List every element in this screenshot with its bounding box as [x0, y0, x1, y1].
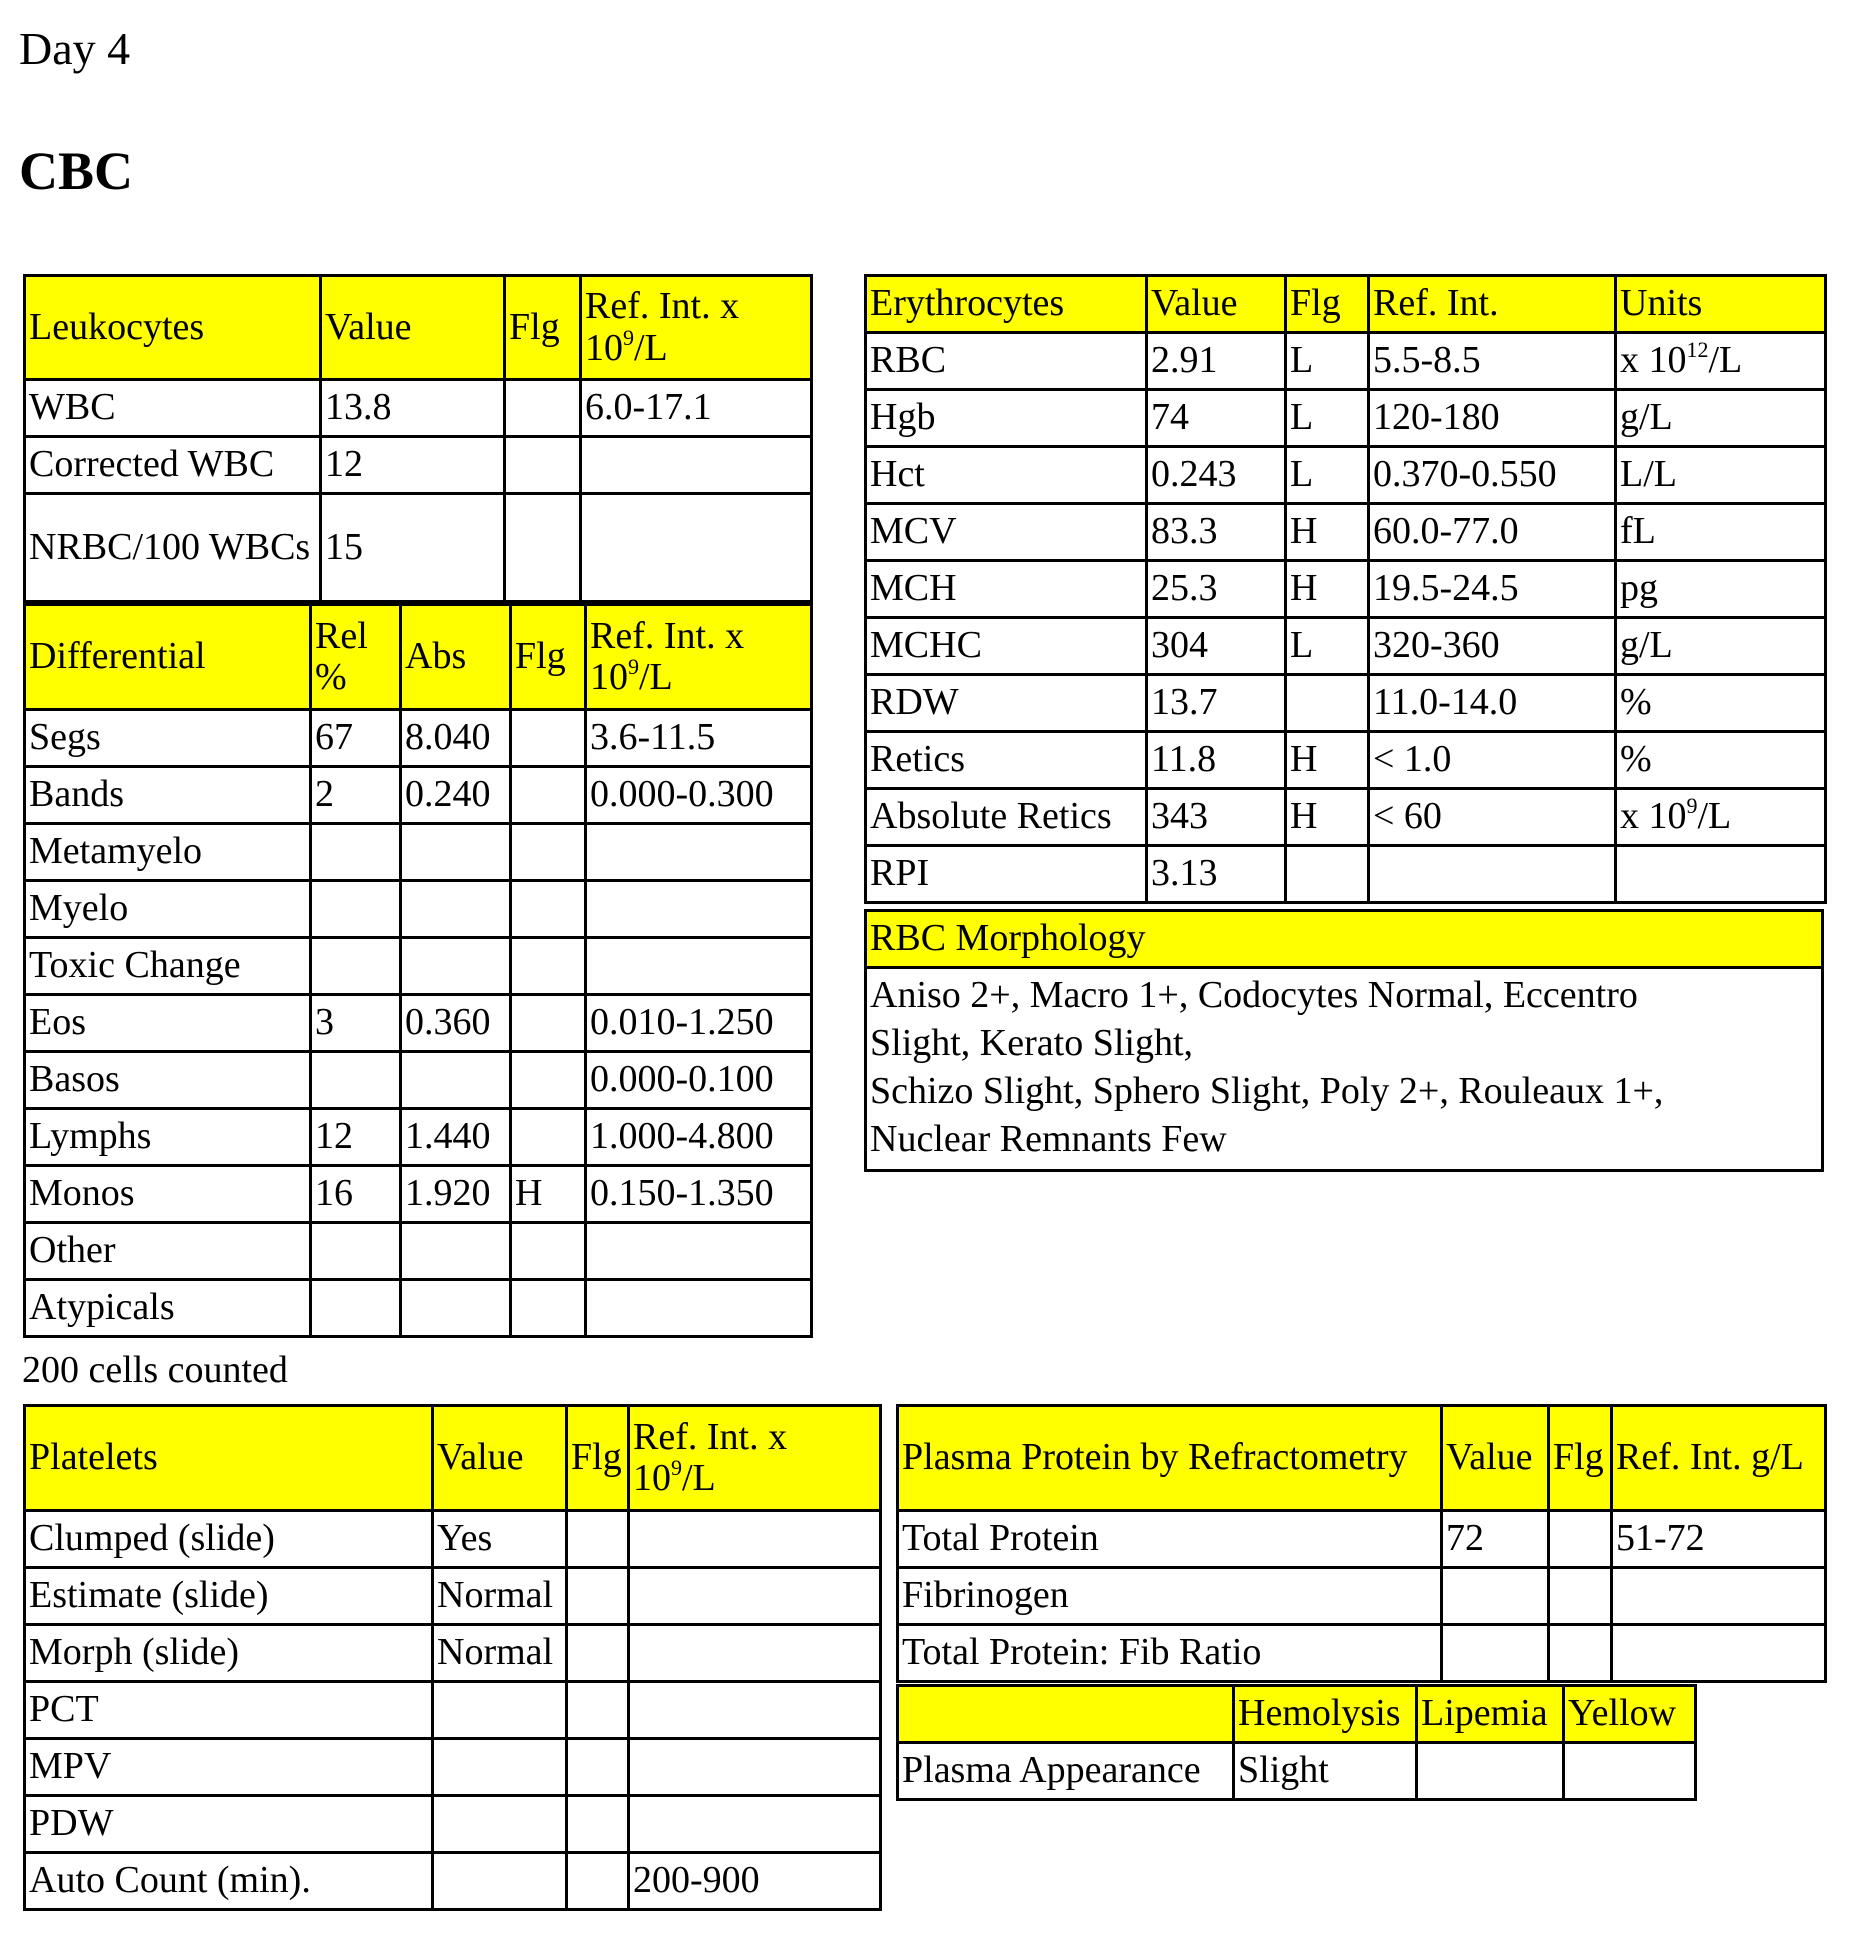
row-value: 25.3 — [1147, 561, 1286, 618]
row-label: Total Protein — [898, 1511, 1442, 1568]
value-header: Value — [1442, 1406, 1549, 1511]
morphology-line: Aniso 2+, Macro 1+, Codocytes Normal, Eccentro — [870, 974, 1638, 1016]
row-abs: 0.240 — [401, 767, 511, 824]
row-label: Hgb — [866, 390, 1147, 447]
row-ref-interval: 1.000-4.800 — [586, 1109, 812, 1166]
cells-counted-note: 200 cells counted — [22, 1349, 288, 1391]
row-ref-interval: 6.0-17.1 — [581, 380, 812, 437]
row-ref-interval — [629, 1796, 881, 1853]
row-flag — [567, 1682, 629, 1739]
row-value: 0.243 — [1147, 447, 1286, 504]
row-value — [433, 1853, 567, 1910]
table-row — [898, 1743, 1696, 1800]
differential-table — [23, 603, 813, 1338]
row-abs — [401, 881, 511, 938]
row-abs — [401, 1280, 511, 1337]
row-flag — [1286, 846, 1369, 903]
row-value: 343 — [1147, 789, 1286, 846]
row-flag — [511, 938, 586, 995]
row-label: PDW — [25, 1796, 433, 1853]
ref-interval-header: Ref. Int. g/L — [1612, 1406, 1826, 1511]
row-abs — [401, 1052, 511, 1109]
row-label: Atypicals — [25, 1280, 311, 1337]
yellow-header: Yellow — [1564, 1686, 1696, 1743]
table-row — [25, 938, 812, 995]
row-label: Auto Count (min). — [25, 1853, 433, 1910]
rbc-morphology-header-row — [866, 911, 1823, 968]
table-row — [25, 767, 812, 824]
row-ref-interval — [1612, 1625, 1826, 1682]
rbc-morphology-body-row — [866, 968, 1823, 1171]
table-row — [866, 675, 1826, 732]
table-row — [898, 1568, 1826, 1625]
table-row — [866, 618, 1826, 675]
plasma-protein-header-row — [898, 1406, 1826, 1511]
row-ref-interval: 51-72 — [1612, 1511, 1826, 1568]
table-row — [866, 789, 1826, 846]
row-flag: L — [1286, 447, 1369, 504]
table-row — [866, 846, 1826, 903]
row-label: Eos — [25, 995, 311, 1052]
plasma-protein-header-label: Plasma Protein by Refractometry — [898, 1406, 1442, 1511]
row-value: Yes — [433, 1511, 567, 1568]
table-row — [25, 824, 812, 881]
row-yellow — [1564, 1743, 1696, 1800]
row-flag — [505, 494, 581, 602]
row-flag: L — [1286, 390, 1369, 447]
row-label: Absolute Retics — [866, 789, 1147, 846]
row-flag — [511, 710, 586, 767]
ref-interval-header: Ref. Int. x $10^9/L$ — [586, 605, 812, 710]
row-ref-interval — [586, 881, 812, 938]
flag-header: Flg — [511, 605, 586, 710]
plasma-appearance-header-row — [898, 1686, 1696, 1743]
row-ref-interval: 11.0-14.0 — [1369, 675, 1616, 732]
row-flag: H — [1286, 561, 1369, 618]
leukocytes-header-label: Leukocytes — [25, 276, 321, 380]
row-flag: H — [511, 1166, 586, 1223]
morphology-line: Slight, Kerato Slight, — [870, 1022, 1193, 1064]
table-row — [25, 1052, 812, 1109]
row-ref-interval — [629, 1568, 881, 1625]
row-units: % — [1616, 675, 1826, 732]
ref-interval-header: Ref. Int. x $10^9/L$ — [629, 1406, 881, 1511]
row-value — [433, 1682, 567, 1739]
row-units: x $10^9/L$ — [1616, 789, 1826, 846]
platelets-table — [23, 1404, 882, 1911]
row-ref-interval: 0.000-0.100 — [586, 1052, 812, 1109]
row-ref-interval — [629, 1511, 881, 1568]
row-flag — [1549, 1511, 1612, 1568]
row-units: g/L — [1616, 618, 1826, 675]
row-flag — [567, 1568, 629, 1625]
row-label: Toxic Change — [25, 938, 311, 995]
row-flag — [511, 881, 586, 938]
row-flag — [567, 1853, 629, 1910]
row-ref-interval — [581, 494, 812, 602]
row-units: L/L — [1616, 447, 1826, 504]
value-header: Value — [1147, 276, 1286, 333]
table-row — [25, 1796, 881, 1853]
table-row — [25, 1223, 812, 1280]
row-label: Lymphs — [25, 1109, 311, 1166]
row-units: pg — [1616, 561, 1826, 618]
row-rel — [311, 1280, 401, 1337]
row-label: WBC — [25, 380, 321, 437]
row-value: 2.91 — [1147, 333, 1286, 390]
row-label: Bands — [25, 767, 311, 824]
row-label: Metamyelo — [25, 824, 311, 881]
plasma-protein-table — [896, 1404, 1827, 1683]
row-label: Other — [25, 1223, 311, 1280]
flag-header: Flg — [505, 276, 581, 380]
row-label: Myelo — [25, 881, 311, 938]
row-units: g/L — [1616, 390, 1826, 447]
units-header: Units — [1616, 276, 1826, 333]
value-header: Value — [321, 276, 505, 380]
row-units: fL — [1616, 504, 1826, 561]
row-ref-interval — [629, 1682, 881, 1739]
row-label: Basos — [25, 1052, 311, 1109]
row-label: Plasma Appearance — [898, 1743, 1234, 1800]
hemolysis-header: Hemolysis — [1234, 1686, 1417, 1743]
rbc-morphology-table — [864, 909, 1824, 1172]
row-ref-interval — [1369, 846, 1616, 903]
row-value: 13.8 — [321, 380, 505, 437]
row-rel: 67 — [311, 710, 401, 767]
row-value — [433, 1739, 567, 1796]
table-row — [898, 1625, 1826, 1682]
platelets-header-label: Platelets — [25, 1406, 433, 1511]
row-ref-interval: < 60 — [1369, 789, 1616, 846]
table-row — [25, 1853, 881, 1910]
row-label: Total Protein: Fib Ratio — [898, 1625, 1442, 1682]
row-flag — [567, 1739, 629, 1796]
platelets-header-row — [25, 1406, 881, 1511]
table-row — [25, 1166, 812, 1223]
table-row — [25, 995, 812, 1052]
row-value — [1442, 1568, 1549, 1625]
row-rel: 12 — [311, 1109, 401, 1166]
row-flag: H — [1286, 504, 1369, 561]
row-label: PCT — [25, 1682, 433, 1739]
day-label: Day 4 — [19, 23, 131, 74]
row-flag — [1549, 1568, 1612, 1625]
row-units: % — [1616, 732, 1826, 789]
row-flag: H — [1286, 732, 1369, 789]
row-rel — [311, 1223, 401, 1280]
row-label: RDW — [866, 675, 1147, 732]
row-abs: 0.360 — [401, 995, 511, 1052]
row-label: Monos — [25, 1166, 311, 1223]
erythrocytes-header-label: Erythrocytes — [866, 276, 1147, 333]
row-rel: 2 — [311, 767, 401, 824]
row-label: MCV — [866, 504, 1147, 561]
row-ref-interval: 0.000-0.300 — [586, 767, 812, 824]
row-ref-interval — [629, 1625, 881, 1682]
rbc-morphology-header: RBC Morphology — [866, 911, 1823, 968]
row-ref-interval — [581, 437, 812, 494]
table-row — [866, 447, 1826, 504]
row-value: 3.13 — [1147, 846, 1286, 903]
row-label: Clumped (slide) — [25, 1511, 433, 1568]
row-rel — [311, 1052, 401, 1109]
row-value: 72 — [1442, 1511, 1549, 1568]
row-ref-interval: 3.6-11.5 — [586, 710, 812, 767]
row-ref-interval: 60.0-77.0 — [1369, 504, 1616, 561]
row-abs — [401, 1223, 511, 1280]
table-row — [898, 1511, 1826, 1568]
row-flag — [511, 824, 586, 881]
row-abs — [401, 938, 511, 995]
row-flag — [511, 1052, 586, 1109]
row-rel: 16 — [311, 1166, 401, 1223]
row-flag — [505, 437, 581, 494]
row-flag — [567, 1796, 629, 1853]
table-row — [25, 1739, 881, 1796]
morphology-line: Nuclear Remnants Few — [870, 1118, 1227, 1160]
row-label: RPI — [866, 846, 1147, 903]
row-value: 13.7 — [1147, 675, 1286, 732]
row-ref-interval: 0.010-1.250 — [586, 995, 812, 1052]
row-label: MPV — [25, 1739, 433, 1796]
table-row — [25, 1280, 812, 1337]
table-row — [866, 732, 1826, 789]
row-flag — [1286, 675, 1369, 732]
row-units — [1616, 846, 1826, 903]
row-ref-interval — [586, 1280, 812, 1337]
table-row — [866, 504, 1826, 561]
row-ref-interval — [586, 1223, 812, 1280]
lipemia-header: Lipemia — [1417, 1686, 1564, 1743]
row-ref-interval: 200-900 — [629, 1853, 881, 1910]
leukocytes-table — [23, 274, 813, 603]
row-label: Hct — [866, 447, 1147, 504]
row-label: RBC — [866, 333, 1147, 390]
row-lipemia — [1417, 1743, 1564, 1800]
table-row — [866, 390, 1826, 447]
row-flag — [511, 1109, 586, 1166]
row-ref-interval: 0.150-1.350 — [586, 1166, 812, 1223]
row-flag — [511, 1280, 586, 1337]
row-flag — [567, 1511, 629, 1568]
row-flag — [511, 767, 586, 824]
row-flag — [1549, 1625, 1612, 1682]
ref-interval-header: Ref. Int. x $10^9/L$ — [581, 276, 812, 380]
row-flag: L — [1286, 333, 1369, 390]
row-units: x $10^{12}/L$ — [1616, 333, 1826, 390]
row-flag: H — [1286, 789, 1369, 846]
morphology-line: Schizo Slight, Sphero Slight, Poly 2+, Rouleaux 1+, — [870, 1070, 1664, 1112]
row-value: Normal — [433, 1568, 567, 1625]
row-ref-interval: 5.5-8.5 — [1369, 333, 1616, 390]
row-label: Corrected WBC — [25, 437, 321, 494]
flag-header: Flg — [1286, 276, 1369, 333]
table-row — [25, 710, 812, 767]
row-abs: 1.440 — [401, 1109, 511, 1166]
rbc-morphology-text — [866, 968, 1823, 1171]
row-label: Fibrinogen — [898, 1568, 1442, 1625]
row-flag: L — [1286, 618, 1369, 675]
table-row — [25, 437, 812, 494]
flag-header: Flg — [567, 1406, 629, 1511]
row-rel — [311, 824, 401, 881]
row-value: 74 — [1147, 390, 1286, 447]
table-row — [866, 333, 1826, 390]
row-value: Normal — [433, 1625, 567, 1682]
row-abs — [401, 824, 511, 881]
row-rel — [311, 881, 401, 938]
row-label: Morph (slide) — [25, 1625, 433, 1682]
row-ref-interval — [1612, 1568, 1826, 1625]
row-value: 304 — [1147, 618, 1286, 675]
row-rel: 3 — [311, 995, 401, 1052]
row-flag — [505, 380, 581, 437]
row-ref-interval — [629, 1739, 881, 1796]
row-value — [433, 1796, 567, 1853]
table-row — [25, 494, 812, 602]
table-row — [25, 1109, 812, 1166]
row-abs: 1.920 — [401, 1166, 511, 1223]
row-flag — [511, 995, 586, 1052]
plasma-appearance-header-blank — [898, 1686, 1234, 1743]
table-row — [25, 881, 812, 938]
plasma-appearance-table — [896, 1684, 1697, 1801]
table-row — [25, 1568, 881, 1625]
row-hemolysis: Slight — [1234, 1743, 1417, 1800]
erythrocytes-header-row — [866, 276, 1826, 333]
row-label: Estimate (slide) — [25, 1568, 433, 1625]
leukocytes-header-row — [25, 276, 812, 380]
differential-header-row — [25, 605, 812, 710]
flag-header: Flg — [1549, 1406, 1612, 1511]
erythrocytes-table — [864, 274, 1827, 904]
row-flag — [511, 1223, 586, 1280]
differential-header-label: Differential — [25, 605, 311, 710]
row-ref-interval — [586, 824, 812, 881]
row-label: Segs — [25, 710, 311, 767]
table-row — [25, 1625, 881, 1682]
row-label: Retics — [866, 732, 1147, 789]
row-ref-interval — [586, 938, 812, 995]
row-ref-interval: 320-360 — [1369, 618, 1616, 675]
value-header: Value — [433, 1406, 567, 1511]
row-label: NRBC/100 WBCs — [25, 494, 321, 602]
abs-header: Abs — [401, 605, 511, 710]
row-value: 83.3 — [1147, 504, 1286, 561]
row-abs: 8.040 — [401, 710, 511, 767]
row-rel — [311, 938, 401, 995]
row-ref-interval: 120-180 — [1369, 390, 1616, 447]
row-flag — [567, 1625, 629, 1682]
ref-interval-header: Ref. Int. — [1369, 276, 1616, 333]
row-value — [1442, 1625, 1549, 1682]
table-row — [25, 380, 812, 437]
row-value: 11.8 — [1147, 732, 1286, 789]
table-row — [25, 1511, 881, 1568]
row-ref-interval: < 1.0 — [1369, 732, 1616, 789]
row-value: 15 — [321, 494, 505, 602]
row-label: MCH — [866, 561, 1147, 618]
row-label: MCHC — [866, 618, 1147, 675]
rel-percent-header: Rel % — [311, 605, 401, 710]
table-row — [866, 561, 1826, 618]
row-ref-interval: 19.5-24.5 — [1369, 561, 1616, 618]
row-ref-interval: 0.370-0.550 — [1369, 447, 1616, 504]
row-value: 12 — [321, 437, 505, 494]
table-row — [25, 1682, 881, 1739]
page-title: CBC — [19, 141, 134, 201]
